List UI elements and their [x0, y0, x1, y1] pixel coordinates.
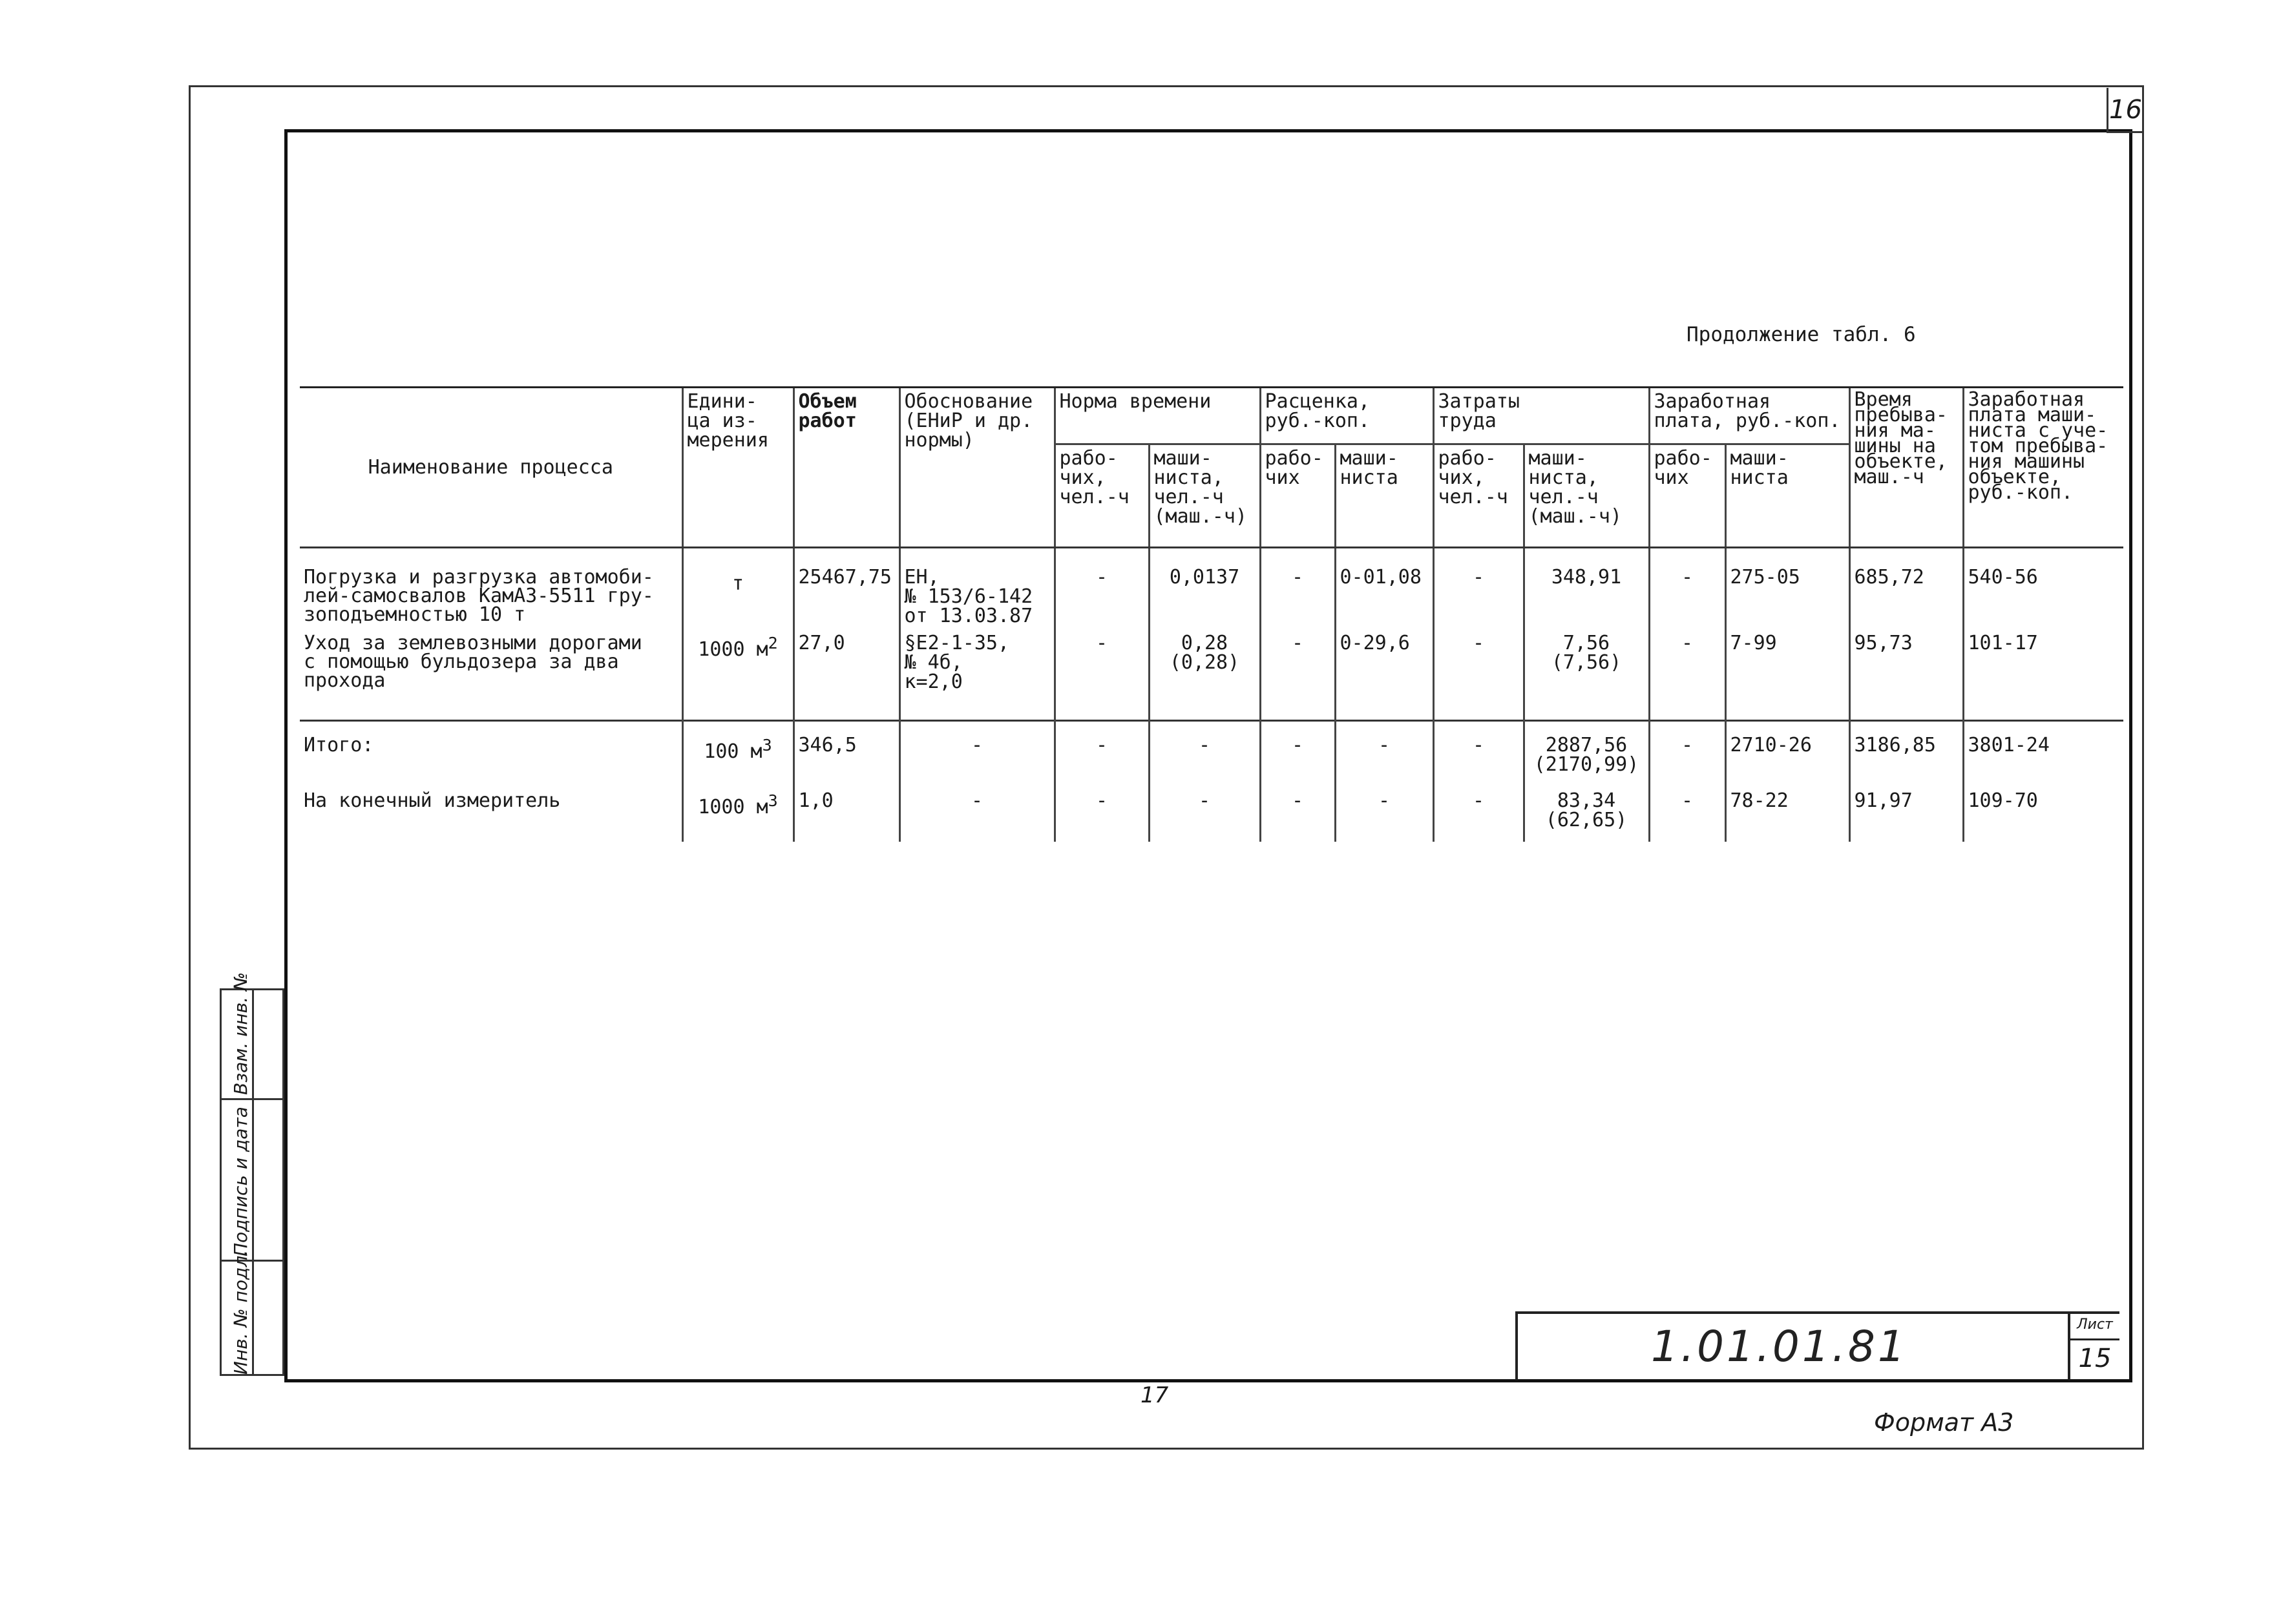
- row-time-on-site: 95,73: [1849, 630, 1963, 720]
- table-row: [300, 787, 2123, 842]
- header-volume: Объем работ: [794, 388, 899, 548]
- side-stamp-strip: [220, 988, 284, 1376]
- row-unit: [682, 787, 794, 842]
- sheet-number: 15: [2078, 1344, 2112, 1373]
- row-wage-workers: -: [1649, 630, 1725, 720]
- row-labor-workers: -: [1433, 630, 1524, 720]
- row-time-on-site: 3186,85: [1849, 720, 1963, 787]
- header-rate-workers: рабо- чих: [1260, 444, 1335, 548]
- row-norm-machinist: -: [1149, 787, 1260, 842]
- row-unit-text: 1000 м: [698, 796, 768, 818]
- header-labor-machinist: маши- ниста, чел.-ч (маш.-ч): [1524, 444, 1649, 548]
- row-labor-workers: -: [1433, 787, 1524, 842]
- row-labor-machinist: 7,56 (7,56): [1524, 630, 1649, 720]
- row-time-on-site: 91,97: [1849, 787, 1963, 842]
- row-wage-workers: -: [1649, 787, 1725, 842]
- row-unit-sup: 3: [768, 791, 778, 810]
- header-wage-with-stay: Заработная плата маши- ниста с уче- том пребыва- ния машины объекте, руб.-коп.: [1963, 388, 2123, 548]
- continuation-label: Продолжение табл. 6: [1687, 323, 1916, 346]
- row-wage-machinist: 78-22: [1725, 787, 1849, 842]
- header-basis: Обоснование (ЕНиР и др. нормы): [899, 388, 1055, 548]
- side-strip-divider: [220, 988, 284, 990]
- sheet-label: Лист: [2070, 1311, 2119, 1340]
- row-wage-machinist: 275-05: [1725, 548, 1849, 630]
- row-labor-workers: -: [1433, 548, 1524, 630]
- row-norm-workers: -: [1055, 720, 1149, 787]
- row-wage-with-stay: 540-56: [1963, 548, 2123, 630]
- row-norm-machinist: 0,0137: [1149, 548, 1260, 630]
- row-labor-machinist: 2887,56 (2170,99): [1524, 720, 1649, 787]
- side-label-inv-no: Инв. № подл.: [230, 1249, 251, 1375]
- row-rate-workers: -: [1260, 630, 1335, 720]
- header-process: [300, 388, 682, 548]
- row-basis: -: [899, 787, 1055, 842]
- row-wage-with-stay: 101-17: [1963, 630, 2123, 720]
- row-wage-workers: -: [1649, 720, 1725, 787]
- row-rate-machinist: -: [1335, 720, 1433, 787]
- header-labor: Затраты труда: [1433, 388, 1649, 444]
- row-rate-machinist: 0-01,08: [1335, 548, 1433, 630]
- row-wage-with-stay: 3801-24: [1963, 720, 2123, 787]
- header-process-text: Наименование процесса: [368, 455, 613, 479]
- row-volume: 27,0: [794, 630, 899, 720]
- header-wage: Заработная плата, руб.-коп.: [1649, 388, 1849, 444]
- side-label-replacement-inv: Взам. инв. №: [230, 972, 251, 1095]
- row-unit: [682, 720, 794, 787]
- row-unit-text: 100 м: [704, 740, 762, 763]
- row-wage-workers: -: [1649, 548, 1725, 630]
- bottom-page-number: 17: [1140, 1382, 1169, 1408]
- header-norm-machinist: маши- ниста, чел.-ч (маш.-ч): [1149, 444, 1260, 548]
- row-norm-workers: -: [1055, 548, 1149, 630]
- header-norm-workers: рабо- чих, чел.-ч: [1055, 444, 1149, 548]
- row-wage-with-stay: 109-70: [1963, 787, 2123, 842]
- header-rate-machinist: маши- ниста: [1335, 444, 1433, 548]
- row-unit-sup: 2: [768, 634, 778, 652]
- header-unit: Едини- ца из- мерения: [682, 388, 794, 548]
- row-process: Погрузка и разгрузка автомоби- лей-самосвалов КамАЗ-5511 гру- зоподъемностью 10 т: [304, 566, 654, 626]
- row-norm-machinist: -: [1149, 720, 1260, 787]
- row-labor-workers: -: [1433, 720, 1524, 787]
- side-label-signature-date: Подпись и дата: [230, 1107, 251, 1256]
- table-row: [300, 630, 2123, 720]
- row-basis: -: [899, 720, 1055, 787]
- row-rate-machinist: -: [1335, 787, 1433, 842]
- row-wage-machinist: 7-99: [1725, 630, 1849, 720]
- row-rate-workers: -: [1260, 720, 1335, 787]
- row-unit: [682, 548, 794, 630]
- row-unit: [682, 630, 794, 720]
- format-label: Формат А3: [1874, 1408, 2014, 1437]
- header-wage-machinist: маши- ниста: [1725, 444, 1849, 548]
- row-volume: 1,0: [794, 787, 899, 842]
- row-unit-text: т: [731, 572, 744, 595]
- row-labor-machinist: 348,91: [1524, 548, 1649, 630]
- row-unit-sup: 3: [762, 735, 772, 755]
- header-time-on-site: Время пребыва- ния ма- шины на объекте, маш.-ч: [1849, 388, 1963, 548]
- row-process: На конечный измеритель: [304, 789, 561, 812]
- side-strip-divider: [220, 1098, 284, 1100]
- row-norm-workers: -: [1055, 787, 1149, 842]
- work-table: [300, 386, 2123, 842]
- row-rate-workers: -: [1260, 548, 1335, 630]
- row-norm-machinist: 0,28 (0,28): [1149, 630, 1260, 720]
- row-process: Уход за землевозными дорогами с помощью бульдозера за два прохода: [304, 632, 642, 692]
- header-rate: Расценка, руб.-коп.: [1260, 388, 1433, 444]
- row-wage-machinist: 2710-26: [1725, 720, 1849, 787]
- document-code: 1.01.01.81: [1651, 1322, 1908, 1371]
- table-row: [300, 720, 2123, 787]
- row-process: Итого:: [300, 720, 682, 787]
- header-wage-workers: рабо- чих: [1649, 444, 1725, 548]
- row-volume: 346,5: [794, 720, 899, 787]
- header-norm: Норма времени: [1055, 388, 1260, 444]
- row-volume: 25467,75: [794, 548, 899, 630]
- row-norm-workers: -: [1055, 630, 1149, 720]
- row-labor-machinist: 83,34 (62,65): [1524, 787, 1649, 842]
- row-rate-workers: -: [1260, 787, 1335, 842]
- top-page-number: 16: [2107, 88, 2143, 133]
- table-row: [300, 548, 2123, 630]
- header-labor-workers: рабо- чих, чел.-ч: [1433, 444, 1524, 548]
- row-basis: §Е2-1-35, № 4б, к=2,0: [899, 630, 1055, 720]
- row-unit-text: 1000 м: [698, 638, 768, 661]
- row-time-on-site: 685,72: [1849, 548, 1963, 630]
- side-strip-divider: [220, 1260, 284, 1262]
- row-basis: ЕН, № 153/6-142 от 13.03.87: [899, 548, 1055, 630]
- row-rate-machinist: 0-29,6: [1335, 630, 1433, 720]
- sheet-box: [2068, 1311, 2119, 1380]
